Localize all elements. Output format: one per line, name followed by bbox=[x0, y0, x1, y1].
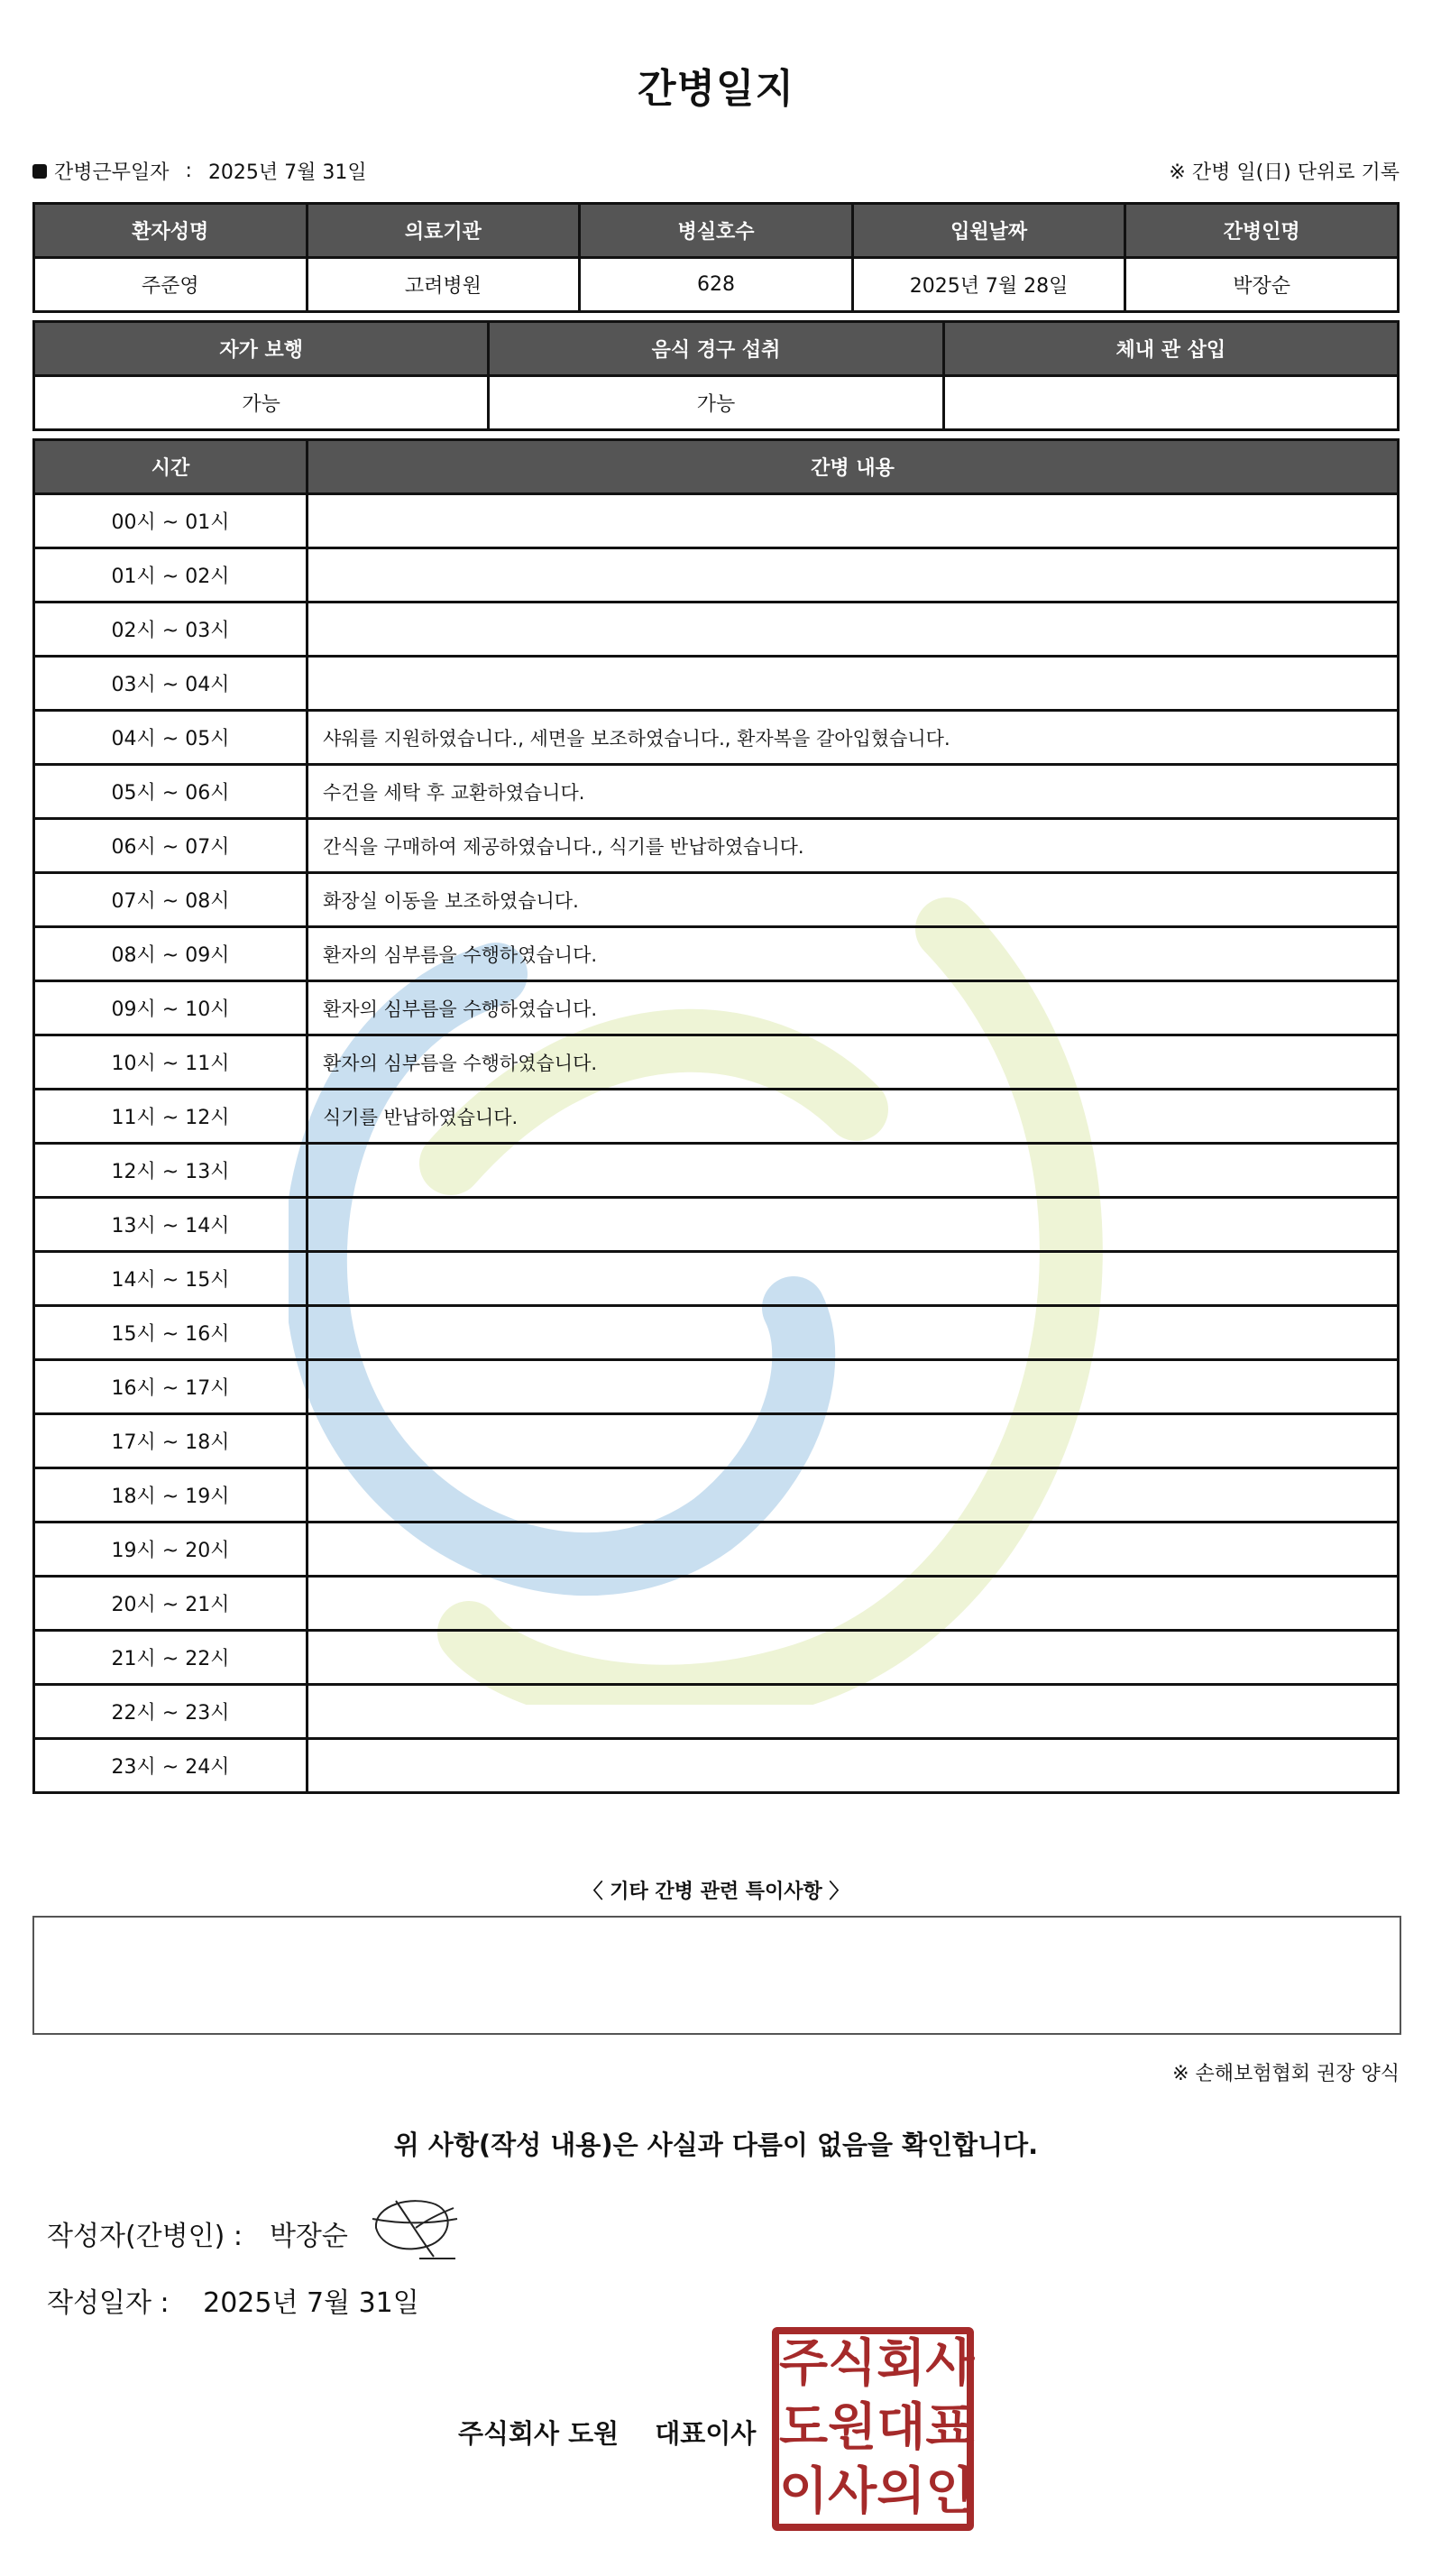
patient-status-value-row bbox=[34, 376, 1399, 430]
care-row-time: 00시 ~ 01시 bbox=[34, 494, 308, 548]
admission-date-header: 입원날짜 bbox=[852, 204, 1125, 258]
care-content-header: 간병 내용 bbox=[308, 440, 1399, 494]
care-row bbox=[34, 1631, 1399, 1685]
seal-character: 표 bbox=[925, 2397, 975, 2457]
care-row-content: 샤워를 지원하였습니다., 세면을 보조하였습니다., 환자복을 갈아입혔습니다. bbox=[308, 711, 1399, 765]
care-row-time: 01시 ~ 02시 bbox=[34, 548, 308, 603]
care-row-time: 07시 ~ 08시 bbox=[34, 873, 308, 927]
care-row-time: 12시 ~ 13시 bbox=[34, 1144, 308, 1198]
care-row bbox=[34, 548, 1399, 603]
confirmation-statement: 위 사항(작성 내용)은 사실과 다름이 없음을 확인합니다. bbox=[393, 2130, 1039, 2160]
seal-character: 식 bbox=[828, 2334, 877, 2394]
care-row-time: 03시 ~ 04시 bbox=[34, 657, 308, 711]
care-row-content bbox=[308, 1523, 1399, 1577]
care-row-content bbox=[308, 1414, 1399, 1468]
care-row bbox=[34, 1090, 1399, 1144]
care-content-table bbox=[32, 438, 1400, 1794]
notes-box bbox=[32, 1916, 1401, 2035]
care-row bbox=[34, 711, 1399, 765]
care-row-time: 05시 ~ 06시 bbox=[34, 765, 308, 819]
care-row bbox=[34, 657, 1399, 711]
care-row-time: 19시 ~ 20시 bbox=[34, 1523, 308, 1577]
work-date-line bbox=[32, 157, 1400, 189]
admission-date-value: 2025년 7월 28일 bbox=[852, 258, 1125, 312]
seal-character: 원 bbox=[828, 2397, 877, 2457]
room-number-value: 628 bbox=[580, 258, 853, 312]
care-row-time: 02시 ~ 03시 bbox=[34, 603, 308, 657]
care-row-time: 17시 ~ 18시 bbox=[34, 1414, 308, 1468]
care-row bbox=[34, 981, 1399, 1035]
tube-insertion-value bbox=[943, 376, 1398, 430]
care-row-content bbox=[308, 1252, 1399, 1306]
care-row-content: 환자의 심부름을 수행하였습니다. bbox=[308, 927, 1399, 981]
seal-character: 회 bbox=[877, 2334, 926, 2394]
footnote: ※ 손해보험협회 권장 양식 bbox=[1172, 2063, 1400, 2085]
care-row-time: 15시 ~ 16시 bbox=[34, 1306, 308, 1360]
patient-status-header-row bbox=[34, 322, 1399, 376]
seal-text bbox=[779, 2332, 975, 2524]
care-row-content: 화장실 이동을 보조하였습니다. bbox=[308, 873, 1399, 927]
oral-intake-header: 음식 경구 섭취 bbox=[489, 322, 943, 376]
care-row-time: 20시 ~ 21시 bbox=[34, 1577, 308, 1631]
care-row bbox=[34, 1360, 1399, 1414]
care-row-content bbox=[308, 1577, 1399, 1631]
unit-note: ※ 간병 일(日) 단위로 기록 bbox=[1169, 161, 1400, 184]
care-row bbox=[34, 1144, 1399, 1198]
hospital-header: 의료기관 bbox=[307, 204, 580, 258]
care-row-time: 23시 ~ 24시 bbox=[34, 1739, 308, 1793]
seal-character: 대 bbox=[877, 2397, 926, 2457]
care-row-time: 21시 ~ 22시 bbox=[34, 1631, 308, 1685]
care-row-content bbox=[308, 1144, 1399, 1198]
seal-character: 사 bbox=[828, 2461, 877, 2521]
company-line bbox=[458, 2414, 756, 2451]
caregiver-name-value: 박장순 bbox=[1125, 258, 1399, 312]
patient-info-header-row bbox=[34, 204, 1399, 258]
company-role: 대표이사 bbox=[655, 2418, 757, 2449]
care-row bbox=[34, 1035, 1399, 1090]
care-row-time: 16시 ~ 17시 bbox=[34, 1360, 308, 1414]
care-header-row bbox=[34, 440, 1399, 494]
care-row bbox=[34, 873, 1399, 927]
care-row-time: 10시 ~ 11시 bbox=[34, 1035, 308, 1090]
patient-info-value-row bbox=[34, 258, 1399, 312]
care-row-content bbox=[308, 1198, 1399, 1252]
patient-status-table bbox=[32, 320, 1400, 431]
written-date-line bbox=[47, 2280, 419, 2320]
time-header: 시간 bbox=[34, 440, 308, 494]
company-name: 주식회사 도원 bbox=[458, 2418, 620, 2449]
handwritten-signature bbox=[365, 2192, 464, 2264]
care-row bbox=[34, 603, 1399, 657]
care-row bbox=[34, 1739, 1399, 1793]
care-row-content: 식기를 반납하였습니다. bbox=[308, 1090, 1399, 1144]
seal-character: 이 bbox=[779, 2461, 829, 2521]
care-row-time: 06시 ~ 07시 bbox=[34, 819, 308, 873]
care-row bbox=[34, 1468, 1399, 1523]
care-row-time: 13시 ~ 14시 bbox=[34, 1198, 308, 1252]
care-row-content bbox=[308, 1685, 1399, 1739]
seal-character: 의 bbox=[877, 2461, 926, 2521]
care-row-time: 22시 ~ 23시 bbox=[34, 1685, 308, 1739]
notes-title: 〈 기타 간병 관련 특이사항 〉 bbox=[583, 1881, 849, 1903]
seal-character: 인 bbox=[925, 2461, 975, 2521]
care-row-content: 환자의 심부름을 수행하였습니다. bbox=[308, 1035, 1399, 1090]
care-row bbox=[34, 1414, 1399, 1468]
care-row-content bbox=[308, 1306, 1399, 1360]
tube-insertion-header: 체내 관 삽입 bbox=[943, 322, 1398, 376]
care-row bbox=[34, 1523, 1399, 1577]
care-row bbox=[34, 1252, 1399, 1306]
work-date-value: 2025년 7월 31일 bbox=[207, 161, 367, 184]
care-row-content bbox=[308, 657, 1399, 711]
bullet-square-icon bbox=[32, 164, 47, 179]
work-date-label: 간병근무일자 bbox=[54, 161, 170, 184]
care-row bbox=[34, 1685, 1399, 1739]
care-row-time: 18시 ~ 19시 bbox=[34, 1468, 308, 1523]
writer-label: 작성자(간병인) : bbox=[47, 2221, 243, 2252]
care-row-time: 11시 ~ 12시 bbox=[34, 1090, 308, 1144]
patient-name-header: 환자성명 bbox=[34, 204, 308, 258]
care-row-content bbox=[308, 494, 1399, 548]
patient-info-table bbox=[32, 202, 1400, 313]
care-row-content: 수건을 세탁 후 교환하였습니다. bbox=[308, 765, 1399, 819]
care-row-time: 09시 ~ 10시 bbox=[34, 981, 308, 1035]
care-row-time: 14시 ~ 15시 bbox=[34, 1252, 308, 1306]
care-row bbox=[34, 1577, 1399, 1631]
care-row bbox=[34, 494, 1399, 548]
care-row-content bbox=[308, 1631, 1399, 1685]
care-row-time: 08시 ~ 09시 bbox=[34, 927, 308, 981]
care-row-content: 환자의 심부름을 수행하였습니다. bbox=[308, 981, 1399, 1035]
care-row bbox=[34, 1306, 1399, 1360]
patient-name-value: 주준영 bbox=[34, 258, 308, 312]
written-date-label: 작성일자 : bbox=[47, 2287, 170, 2319]
care-row-content bbox=[308, 603, 1399, 657]
seal-character: 주 bbox=[779, 2334, 829, 2394]
care-row-content bbox=[308, 1360, 1399, 1414]
room-number-header: 병실호수 bbox=[580, 204, 853, 258]
written-date-value: 2025년 7월 31일 bbox=[203, 2287, 419, 2319]
care-row bbox=[34, 819, 1399, 873]
hospital-value: 고려병원 bbox=[307, 258, 580, 312]
caregiver-name-header: 간병인명 bbox=[1125, 204, 1399, 258]
care-row-content bbox=[308, 1739, 1399, 1793]
care-row-time: 04시 ~ 05시 bbox=[34, 711, 308, 765]
company-seal-stamp bbox=[772, 2327, 974, 2531]
seal-character: 도 bbox=[779, 2397, 829, 2457]
self-walking-value: 가능 bbox=[34, 376, 489, 430]
seal-character: 사 bbox=[925, 2334, 975, 2394]
oral-intake-value: 가능 bbox=[489, 376, 943, 430]
writer-name: 박장순 bbox=[269, 2221, 348, 2252]
care-row-content bbox=[308, 1468, 1399, 1523]
care-row-content bbox=[308, 548, 1399, 603]
care-row bbox=[34, 1198, 1399, 1252]
care-rows bbox=[34, 494, 1399, 1793]
writer-line bbox=[47, 2213, 348, 2253]
care-row bbox=[34, 765, 1399, 819]
self-walking-header: 자가 보행 bbox=[34, 322, 489, 376]
work-date-colon: : bbox=[185, 160, 192, 182]
care-row bbox=[34, 927, 1399, 981]
care-row-content: 간식을 구매하여 제공하였습니다., 식기를 반납하였습니다. bbox=[308, 819, 1399, 873]
page-title: 간병일지 bbox=[637, 66, 794, 112]
